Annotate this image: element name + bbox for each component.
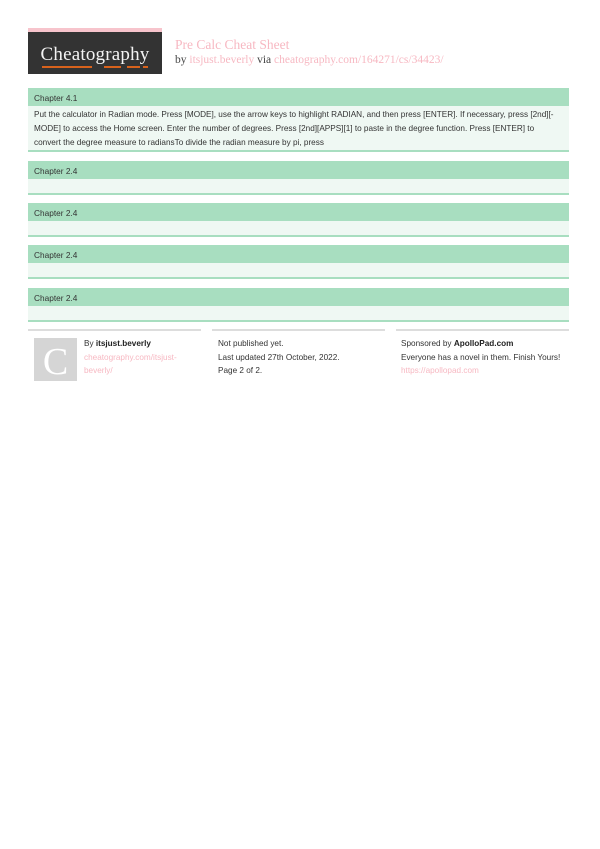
section-body: Put the calculator in Radian mode. Press [MODE], use the arrow keys to highlight RADIAN, and then press [ENTER]. If necessary, press [2nd][-MODE] to access the Home screen. Enter the number of degrees. Press [2nd][APPS][1] to paste in the degree function. Press [ENTER] to convert the degree measure to radiansTo divide the radian measure by pi, press — [28, 106, 569, 152]
section-heading: Chapter 2.4 — [28, 288, 569, 306]
by-label: by — [175, 54, 187, 66]
footer-sponsor — [396, 329, 569, 375]
section-heading: Chapter 2.4 — [28, 161, 569, 179]
section-heading: Chapter 4.1 — [28, 88, 569, 106]
section-chapter-2-4 — [28, 245, 569, 279]
sheet-title[interactable]: Pre Calc Cheat Sheet — [175, 37, 290, 52]
section-body — [28, 179, 569, 195]
via-label: via — [257, 54, 272, 66]
section-heading: Chapter 2.4 — [28, 245, 569, 263]
section-chapter-2-4 — [28, 288, 569, 322]
sponsor-tagline: Everyone has a novel in them. Finish Yours! — [401, 352, 561, 362]
last-updated: Last updated 27th October, 2022. — [218, 352, 340, 362]
title-block — [175, 37, 444, 68]
section-chapter-4-1 — [28, 88, 569, 152]
author-profile-link[interactable]: cheatography.com/itsjust-beverly/ — [84, 352, 177, 375]
logo-underline-accent — [42, 66, 92, 68]
section-body — [28, 221, 569, 237]
sponsor-info — [401, 337, 561, 378]
section-chapter-2-4 — [28, 203, 569, 237]
author-link[interactable]: itsjust.beverly — [189, 54, 255, 66]
page-number: Page 2 of 2. — [218, 366, 263, 375]
by-label: By — [84, 339, 94, 348]
author-name: itsjust.beverly — [95, 339, 151, 348]
sheet-url-link[interactable]: cheatography.com/164271/cs/34423/ — [274, 54, 444, 66]
sponsor-name: ApolloPad.com — [453, 339, 514, 348]
sponsor-link[interactable]: https://apollopad.com — [401, 366, 479, 375]
sponsor-label: Sponsored by — [401, 339, 452, 348]
status-info — [218, 337, 383, 378]
avatar[interactable] — [34, 338, 77, 381]
section-body — [28, 306, 569, 322]
footer-status — [212, 329, 385, 375]
logo-underline-accent — [127, 66, 140, 68]
section-chapter-2-4 — [28, 161, 569, 195]
logo-underline-accent — [143, 66, 148, 68]
logo-text: Cheatography — [40, 44, 150, 65]
byline — [175, 53, 444, 68]
section-heading: Chapter 2.4 — [28, 203, 569, 221]
author-info — [84, 337, 194, 378]
cheatography-logo[interactable] — [28, 28, 162, 74]
footer-author — [28, 329, 201, 383]
logo-underline-accent — [104, 66, 121, 68]
avatar-letter: C — [42, 341, 69, 383]
published-status: Not published yet. — [218, 339, 284, 348]
section-body — [28, 263, 569, 279]
